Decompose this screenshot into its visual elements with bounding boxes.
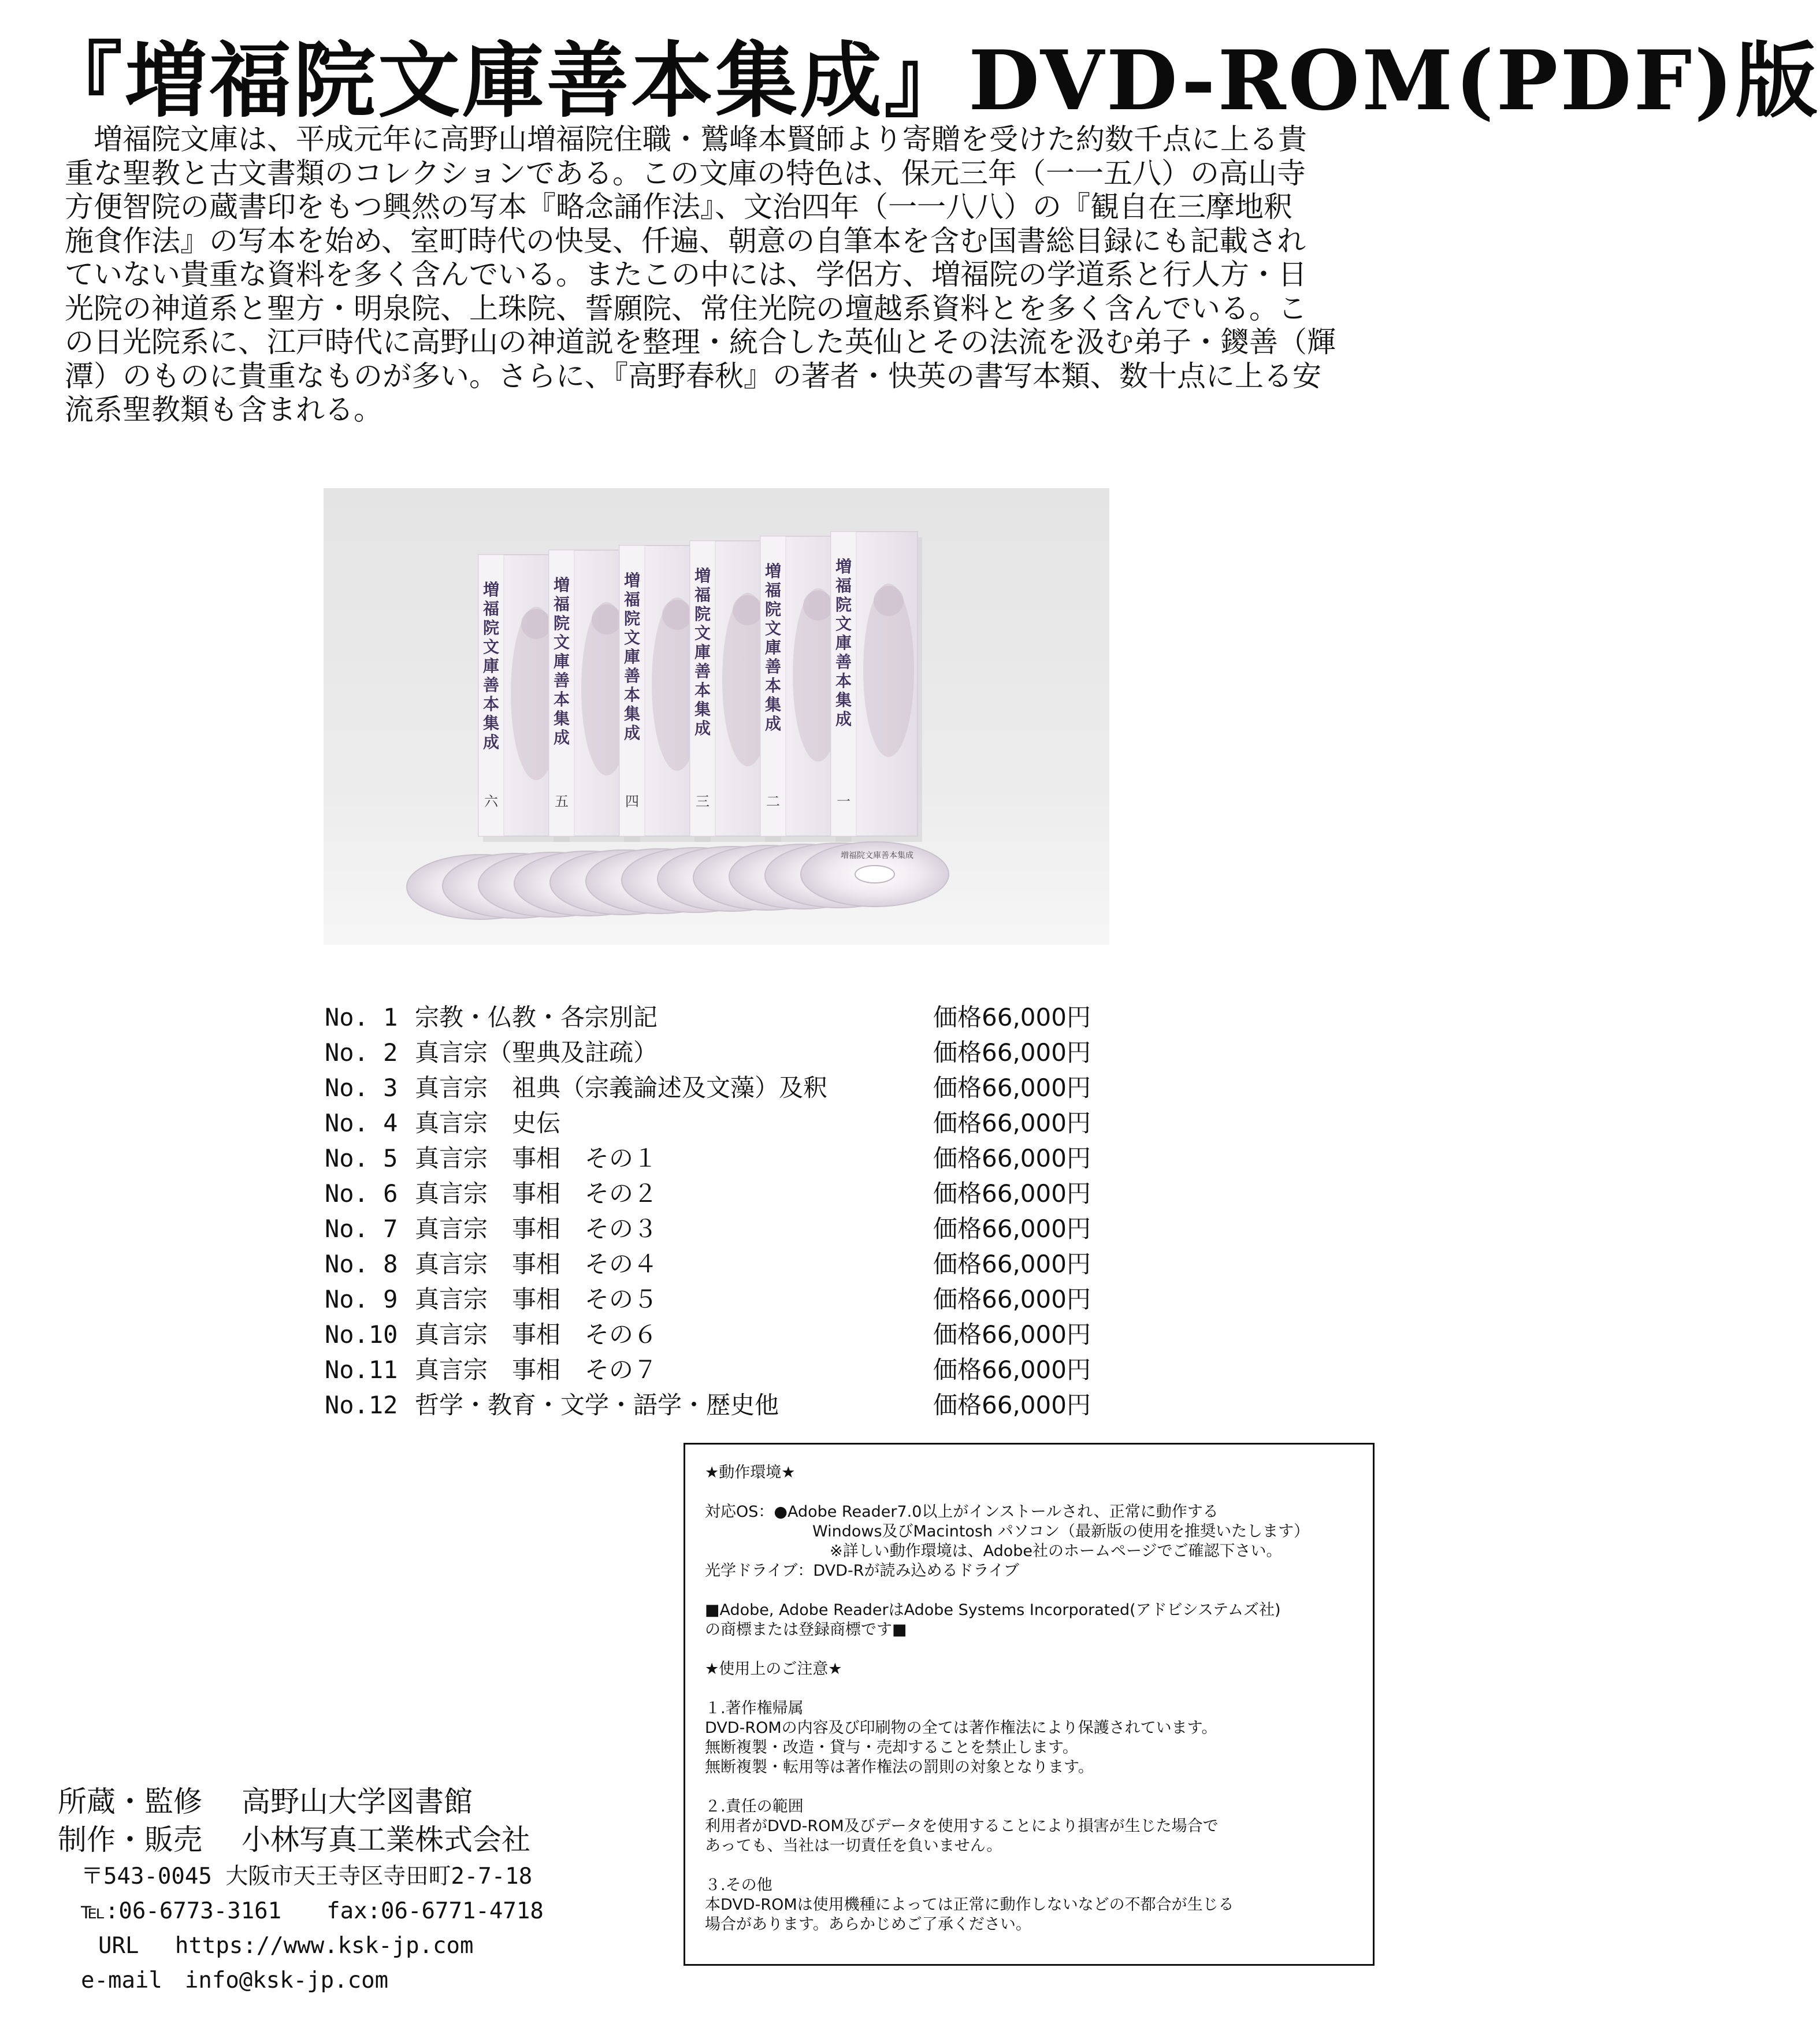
liability-text: あっても、当社は一切責任を負いません。 <box>705 1837 1002 1855</box>
spine-title-char: 成 <box>482 733 500 752</box>
volume-title: 哲学・教育・文学・語学・歴史他 <box>415 1391 779 1419</box>
copyright-heading: １.著作権帰属 <box>705 1699 804 1717</box>
volume-price: 価格66,000円 <box>933 1285 1091 1313</box>
usage-notes-heading: ★使用上のご注意★ <box>705 1660 842 1678</box>
spine-volume-number: 五 <box>555 793 569 810</box>
trademark-notice: ■Adobe, Adobe ReaderはAdobe Systems Incorporated(アドビシステムズ社) <box>705 1601 1281 1619</box>
catalog-row <box>325 1000 1145 1035</box>
spine-title-char: 増 <box>694 566 711 585</box>
spine-title-char: 福 <box>623 590 641 609</box>
volume-number: No.10 <box>325 1320 398 1349</box>
spine-title-char: 文 <box>623 628 641 647</box>
copyright-text: DVD-ROMの内容及び印刷物の全ては著作権法により保護されています。 <box>705 1719 1217 1737</box>
catalog-row <box>325 1352 1145 1387</box>
volume-title: 真言宗 事相 その４ <box>415 1250 658 1278</box>
postal-address: 〒543-0045 大阪市天王寺区寺田町2-7-18 <box>81 1863 533 1889</box>
volume-title: 宗教・仏教・各宗別記 <box>415 1003 658 1031</box>
spine-title-char: 成 <box>764 714 782 733</box>
catalog-row <box>325 1246 1145 1282</box>
catalog-row <box>325 1176 1145 1211</box>
spine-title-char: 庫 <box>835 633 852 652</box>
catalog-row <box>325 1070 1145 1105</box>
volume-catalog <box>325 1000 1145 1423</box>
spine-title-char: 院 <box>694 604 711 623</box>
spine-title-char: 増 <box>764 562 782 581</box>
credit-name: 小林写真工業株式会社 <box>242 1823 530 1857</box>
phone-fax: ℡:06-6773-3161 fax:06-6771-4718 <box>81 1898 544 1924</box>
spacer <box>705 1856 1373 1876</box>
case-artwork <box>662 600 692 630</box>
spine-volume-number: 四 <box>625 793 639 810</box>
spine-title-char: 庫 <box>694 643 711 662</box>
case-artwork <box>592 604 622 634</box>
spine-title-char: 文 <box>764 619 782 638</box>
copyright-text: 無断複製・転用等は著作権法の罰則の対象となります。 <box>705 1758 1094 1776</box>
spine-title-char: 院 <box>623 609 641 628</box>
intro-line: 方便智院の蔵書印をもつ興然の写本『略念誦作法』、文治四年（一一八八）の『観自在三摩地釈 <box>65 190 1292 224</box>
spine-title-char: 本 <box>835 671 852 690</box>
catalog-row <box>325 1035 1145 1070</box>
spine-title-char: 本 <box>764 676 782 695</box>
volume-price: 価格66,000円 <box>933 1038 1091 1067</box>
volume-number: No. 5 <box>325 1144 398 1172</box>
spine-volume-number: 二 <box>766 793 780 810</box>
spine-title-char: 福 <box>553 595 570 614</box>
spine-title-char: 増 <box>623 571 641 590</box>
credit-name: 高野山大学図書館 <box>242 1785 473 1818</box>
spacer <box>705 1483 1373 1502</box>
volume-number: No. 6 <box>325 1179 398 1208</box>
credit-role: 所蔵・監修 <box>58 1785 202 1818</box>
volume-number: No. 2 <box>325 1038 398 1067</box>
spine-title-char: 院 <box>482 618 500 637</box>
spine-title-char: 文 <box>694 623 711 643</box>
volume-number: No.12 <box>325 1391 398 1419</box>
os-requirement: 対応OS：●Adobe Reader7.0以上がインストールされ、正常に動作する <box>705 1503 1219 1521</box>
spacer <box>705 1581 1373 1601</box>
spacer <box>705 1640 1373 1660</box>
spine-title-char: 善 <box>623 666 641 685</box>
disc-hub <box>855 866 894 883</box>
spine-title-char: 文 <box>553 633 570 652</box>
spine-title-char: 成 <box>694 719 711 738</box>
volume-title: 真言宗 事相 その５ <box>415 1285 658 1313</box>
spine-volume-number: 六 <box>484 793 498 810</box>
case-artwork <box>874 586 904 616</box>
volume-price: 価格66,000円 <box>933 1320 1091 1349</box>
os-requirement-note: ※詳しい動作環境は、Adobe社のホームページでご確認下さい。 <box>830 1542 1282 1560</box>
disc-label: 増福院文庫善本集成 <box>841 851 913 860</box>
volume-price: 価格66,000円 <box>933 1215 1091 1243</box>
catalog-row <box>325 1282 1145 1317</box>
volume-number: No. 1 <box>325 1003 398 1031</box>
volume-price: 価格66,000円 <box>933 1144 1091 1172</box>
volume-title: 真言宗 事相 その２ <box>415 1179 658 1208</box>
system-requirements-box <box>684 1443 1375 1966</box>
catalog-row <box>325 1387 1145 1423</box>
dvd-cases <box>478 532 922 842</box>
spacer <box>705 1679 1373 1699</box>
spine-title-char: 集 <box>764 695 782 714</box>
spine-title-char: 本 <box>553 690 570 709</box>
spine-volume-number: 一 <box>837 793 850 810</box>
catalog-row <box>325 1141 1145 1176</box>
volume-title: 真言宗 史伝 <box>415 1109 561 1137</box>
volume-price: 価格66,000円 <box>933 1250 1091 1278</box>
supervisor-row <box>58 1783 659 1821</box>
drive-requirement: 光学ドライブ：DVD-Rが読み込めるドライブ <box>705 1562 1019 1580</box>
email-address[interactable]: e-mail info@ksk-jp.com <box>81 1967 389 1993</box>
catalog-row <box>325 1105 1145 1141</box>
copyright-text: 無断複製・改造・貸与・売却することを禁止します。 <box>705 1739 1078 1757</box>
case-artwork <box>733 595 763 625</box>
page-title: 『増福院文庫善本集成』DVD-ROM(PDF)版 <box>40 33 1820 129</box>
intro-line: 施食作法』の写本を始め、室町時代の快旻、仟遍、朝意の自筆本を含む国書総目録にも記載され <box>65 224 1306 258</box>
spine-title-char: 庫 <box>553 652 570 671</box>
spine-title-char: 集 <box>553 709 570 728</box>
os-requirement: Windows及びMacintosh パソコン（最新版の使用を推奨いたします） <box>812 1523 1310 1540</box>
volume-price: 価格66,000円 <box>933 1003 1091 1031</box>
volume-price: 価格66,000円 <box>933 1109 1091 1137</box>
spine-title-char: 院 <box>764 600 782 619</box>
intro-line: 流系聖教類も含まれる。 <box>65 393 382 426</box>
spacer <box>705 1777 1373 1797</box>
volume-title: 真言宗（聖典及註疏） <box>415 1038 658 1067</box>
other-text: 本DVD-ROMは使用機種によっては正常に動作しないなどの不都合が生じる <box>705 1896 1234 1914</box>
case-artwork <box>803 591 833 621</box>
spine-title-char: 集 <box>694 700 711 719</box>
intro-line: 増福院文庫は、平成元年に高野山増福院住職・鷲峰本賢師より寄贈を受けた約数千点に上る貴 <box>94 122 1307 156</box>
volume-title: 真言宗 事相 その３ <box>415 1215 658 1243</box>
dvd-case <box>831 532 922 842</box>
volume-number: No. 8 <box>325 1250 398 1278</box>
other-text: 場合があります。あらかじめご了承ください。 <box>705 1915 1031 1933</box>
credit-role: 制作・販売 <box>58 1823 202 1857</box>
spine-title-char: 福 <box>764 581 782 600</box>
spine-title-char: 増 <box>553 576 570 595</box>
spine-title-char: 本 <box>694 681 711 700</box>
spine-title-char: 福 <box>694 585 711 604</box>
spine-title-char: 善 <box>553 671 570 690</box>
volume-title: 真言宗 事相 その６ <box>415 1320 658 1349</box>
dvd-disc <box>801 842 949 907</box>
volume-number: No. 3 <box>325 1074 398 1102</box>
volume-number: No. 4 <box>325 1109 398 1137</box>
spine-title-char: 成 <box>835 710 852 729</box>
spine-title-char: 成 <box>623 723 641 743</box>
spine-title-char: 福 <box>835 576 852 595</box>
spine-title-char: 集 <box>835 690 852 710</box>
liability-heading: ２.責任の範囲 <box>705 1798 804 1816</box>
volume-title: 真言宗 祖典（宗義論述及文藻）及釈 <box>415 1074 828 1102</box>
case-artwork <box>521 609 551 639</box>
spine-title-char: 集 <box>623 704 641 723</box>
contact-info <box>81 1859 544 1998</box>
publisher-credits <box>58 1783 659 1859</box>
volume-title: 真言宗 事相 その７ <box>415 1356 658 1384</box>
volume-price: 価格66,000円 <box>933 1356 1091 1384</box>
intro-line: 光院の神道系と聖方・明泉院、上珠院、誓願院、常住光院の壇越系資料とを多く含んでいる。こ <box>65 291 1307 325</box>
producer-row <box>58 1821 659 1859</box>
spine-title-char: 庫 <box>482 656 500 675</box>
requirements-heading: ★動作環境★ <box>705 1464 796 1482</box>
spine-title-char: 増 <box>482 580 500 599</box>
trademark-notice: の商標または登録商標です■ <box>705 1621 907 1639</box>
spine-title-char: 集 <box>482 714 500 733</box>
volume-number: No.11 <box>325 1356 398 1384</box>
spine-volume-number: 三 <box>696 793 710 810</box>
volume-number: No. 7 <box>325 1215 398 1243</box>
catalog-row <box>325 1211 1145 1246</box>
spine-title-char: 文 <box>482 637 500 656</box>
liability-text: 利用者がDVD-ROM及びデータを使用することにより損害が生じた場合で <box>705 1817 1219 1835</box>
catalog-row <box>325 1317 1145 1352</box>
other-heading: ３.その他 <box>705 1876 772 1894</box>
spine-title-char: 善 <box>694 662 711 681</box>
volume-price: 価格66,000円 <box>933 1179 1091 1208</box>
product-photo <box>324 488 1109 945</box>
spine-title-char: 庫 <box>623 647 641 666</box>
website-url[interactable]: URL https://www.ksk-jp.com <box>98 1933 474 1959</box>
intro-paragraph <box>65 122 1382 427</box>
spine-title-char: 本 <box>623 685 641 704</box>
spine-title-char: 成 <box>553 728 570 747</box>
intro-line: 潭）のものに貴重なものが多い。さらに、『高野春秋』の著者・快英の書写本類、数十点に上る安 <box>65 359 1321 393</box>
spine-title-char: 善 <box>482 675 500 695</box>
volume-price: 価格66,000円 <box>933 1074 1091 1102</box>
intro-line: の日光院系に、江戸時代に高野山の神道説を整理・統合した英仙とその法流を汲む弟子・鑁善（輝 <box>65 325 1336 359</box>
spine-title-char: 本 <box>482 695 500 714</box>
volume-number: No. 9 <box>325 1285 398 1313</box>
spine-title-char: 善 <box>764 657 782 676</box>
volume-price: 価格66,000円 <box>933 1391 1091 1419</box>
spine-title-char: 文 <box>835 614 852 633</box>
intro-line: 重な聖教と古文書類のコレクションである。この文庫の特色は、保元三年（一一五八）の高山寺 <box>65 156 1306 190</box>
spine-title-char: 庫 <box>764 638 782 657</box>
spine-title-char: 院 <box>553 614 570 633</box>
spine-title-char: 増 <box>835 557 852 576</box>
volume-title: 真言宗 事相 その１ <box>415 1144 658 1172</box>
spine-title-char: 福 <box>482 599 500 618</box>
spine-title-char: 院 <box>835 595 852 614</box>
spine-title-char: 善 <box>835 652 852 671</box>
intro-line: ていない貴重な資料を多く含んでいる。またこの中には、学侶方、増福院の学道系と行人方・日 <box>65 258 1307 291</box>
